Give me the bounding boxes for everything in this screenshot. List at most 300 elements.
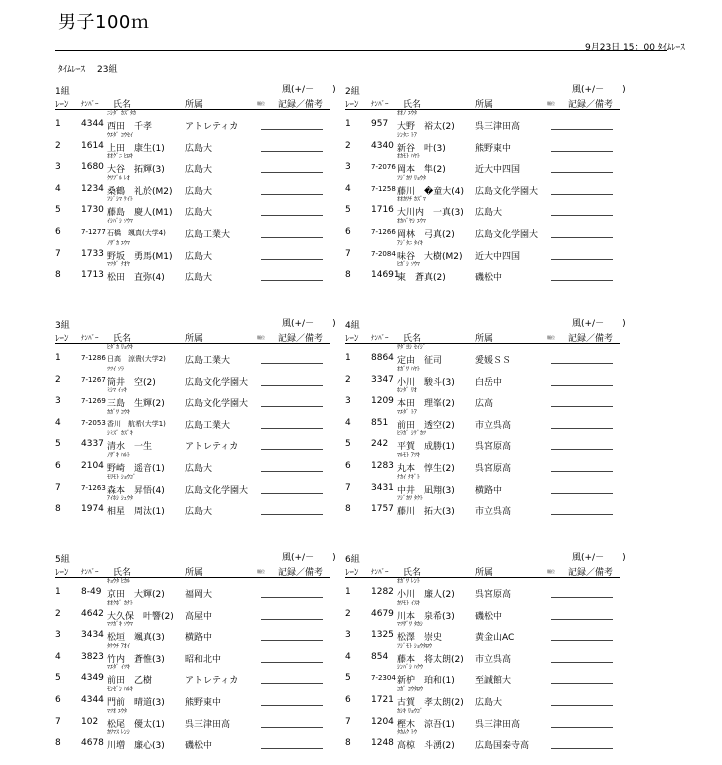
lane-number: 6 <box>55 460 61 471</box>
column-header <box>55 565 330 578</box>
athlete-team: 市立呉高 <box>475 654 512 665</box>
lane-number: 8 <box>55 504 61 515</box>
athlete-name: 新枦 珀和(1) <box>397 676 455 687</box>
record-blank-line <box>261 428 323 429</box>
athlete-name: 松田 直弥(4) <box>107 273 165 284</box>
athlete-name: 大野 裕太(2) <box>397 122 455 132</box>
athlete-team: 愛媛ＳＳ <box>475 356 512 366</box>
record-blank-line <box>551 727 613 728</box>
record-blank-line <box>261 640 323 641</box>
athlete-kana: ｵｶﾞﾜ ﾚﾝﾄ <box>397 578 420 585</box>
table-row <box>55 261 330 283</box>
record-blank-line <box>261 493 323 494</box>
lane-number: 2 <box>345 374 351 385</box>
record-blank-line <box>261 683 323 684</box>
athlete-name: 藤島 慶人(M1) <box>107 208 173 219</box>
col-name: 氏名 <box>113 568 132 578</box>
col-order: 順位 <box>547 569 555 574</box>
col-team: 所属 <box>185 568 204 578</box>
col-record: 記録／備考 <box>278 100 324 110</box>
table-row <box>345 344 620 366</box>
lane-number: 5 <box>55 205 61 216</box>
athlete-name: 藤川 拓大(3) <box>397 507 455 518</box>
athlete-team: 広島大 <box>185 507 213 518</box>
heat-rows <box>345 578 620 751</box>
athlete-name: 松尾 優太(1) <box>107 719 165 730</box>
athlete-name: 西田 千孝 <box>107 122 153 132</box>
heat-title: 2組 <box>345 87 360 97</box>
wind-label: 風(+/－ ) <box>282 319 336 329</box>
athlete-team: 近大中四国 <box>475 251 521 262</box>
col-team: 所属 <box>475 100 494 110</box>
athlete-name: 門前 晴道(3) <box>107 697 165 708</box>
athlete-name: 大久保 叶響(2) <box>107 611 174 622</box>
col-name: 氏名 <box>113 100 132 110</box>
heat-block <box>55 550 336 752</box>
athlete-kana: ｲｼﾊﾞｼ ｿｳﾏ <box>107 217 133 225</box>
table-row <box>55 366 330 388</box>
athlete-kana: ﾂﾂｲ ｿﾗ <box>107 365 124 373</box>
record-blank-line <box>551 493 613 494</box>
bib-number: 8-49 <box>81 587 102 597</box>
athlete-team: 広島工業大 <box>185 229 231 240</box>
athlete-name: 高椋 斗湧(2) <box>397 741 455 752</box>
table-row <box>55 430 330 452</box>
athlete-kana: ﾏｴﾀﾞ ｲﾂｷ <box>107 664 130 672</box>
bib-number: 3431 <box>371 482 394 493</box>
lane-number: 1 <box>345 587 351 597</box>
athlete-kana: ﾏﾂｵ ﾕｳﾀ <box>107 707 127 715</box>
table-row <box>55 708 330 730</box>
athlete-kana: ｵｵｶﾜﾁ ｶｽﾞﾏ <box>397 196 426 204</box>
athlete-kana: ｺｶﾞ ｺｳﾀﾛｳ <box>397 685 423 693</box>
column-header <box>55 331 330 344</box>
record-blank-line <box>551 597 613 598</box>
athlete-kana: ﾌｼﾞｼﾏ ｹｲﾄ <box>107 196 133 204</box>
col-name: 氏名 <box>403 568 422 578</box>
athlete-team: 昭和北中 <box>185 654 222 665</box>
table-row <box>345 261 620 283</box>
heat-title: 5組 <box>55 555 70 565</box>
athlete-name: 三島 生輝(2) <box>107 399 165 410</box>
table-row <box>345 366 620 388</box>
athlete-kana: ﾋﾀﾞｶ ﾘｮｳｷ <box>107 344 133 351</box>
athlete-name: 清水 一生 <box>107 442 153 453</box>
record-blank-line <box>551 471 613 472</box>
athlete-name: 新谷 叶(3) <box>397 143 446 154</box>
athlete-kana: ｵｵｸﾞﾆ ﾋﾛｷ <box>107 153 133 161</box>
athlete-team: 広島文化学園大 <box>185 399 249 410</box>
table-row <box>345 643 620 665</box>
lane-number: 6 <box>55 226 61 237</box>
lane-number: 4 <box>345 183 351 194</box>
col-lane: ﾚｰﾝ <box>55 100 69 110</box>
athlete-name: 香川 航希(大学1) <box>107 419 166 428</box>
table-row <box>345 578 620 600</box>
lane-number: 1 <box>55 353 61 363</box>
athlete-name: 小川 廉人(2) <box>397 590 455 600</box>
lane-number: 3 <box>345 396 351 407</box>
table-row <box>345 495 620 517</box>
lane-number: 3 <box>55 630 61 641</box>
heat-block <box>55 316 336 518</box>
lane-number: 7 <box>55 248 61 259</box>
athlete-kana: ﾏｴﾀﾞ ﾄｱ <box>397 408 417 416</box>
lane-number: 2 <box>345 608 351 619</box>
col-number: ﾅﾝﾊﾞｰ <box>371 568 389 576</box>
col-record: 記録／備考 <box>278 568 324 578</box>
wind-label: 風(+/－ ) <box>572 553 626 563</box>
table-row <box>55 218 330 240</box>
record-blank-line <box>551 280 613 281</box>
bib-number: 1282 <box>371 587 394 597</box>
record-blank-line <box>551 151 613 152</box>
col-team: 所属 <box>475 334 494 344</box>
athlete-kana: ｳｴﾀﾞ ｺｳｾｲ <box>107 131 133 139</box>
athlete-team: 呉三津田高 <box>185 719 231 730</box>
table-row <box>55 409 330 431</box>
athlete-name: 上田 康生(1) <box>107 143 165 154</box>
athlete-team: 広島文化学園大 <box>475 229 539 240</box>
heat-title: 6組 <box>345 555 360 565</box>
bib-number: 2104 <box>81 460 104 471</box>
athlete-name: 丸本 惇生(2) <box>397 463 455 474</box>
athlete-name: 藤本 将太朗(2) <box>397 654 464 665</box>
bib-number: 7-2304 <box>371 674 396 683</box>
lane-number: 5 <box>55 439 61 450</box>
heat-header <box>345 550 626 565</box>
athlete-kana: ｻﾀﾞﾖｼ ｾｲｼﾞ <box>397 344 426 351</box>
table-row <box>345 218 620 240</box>
athlete-kana: ｸﾜﾌﾞﾙ ﾚｵ <box>107 174 130 182</box>
record-blank-line <box>261 259 323 260</box>
lane-number: 1 <box>55 119 61 129</box>
table-row <box>345 686 620 708</box>
bib-number: 7-1266 <box>371 227 396 236</box>
record-blank-line <box>551 259 613 260</box>
lane-number: 5 <box>55 673 61 684</box>
header-divider <box>55 50 667 51</box>
bib-number: 4337 <box>81 439 104 450</box>
athlete-team: 広島大 <box>185 273 213 284</box>
athlete-name: 野崎 遥音(1) <box>107 463 165 474</box>
record-blank-line <box>261 705 323 706</box>
athlete-name: 大川内 一真(3) <box>397 208 464 219</box>
bib-number: 4344 <box>81 694 104 705</box>
heat-block <box>345 316 626 518</box>
record-blank-line <box>551 385 613 386</box>
col-lane: ﾚｰﾝ <box>345 334 359 344</box>
table-row <box>345 600 620 622</box>
athlete-team: 広島工業大 <box>185 356 231 366</box>
col-number: ﾅﾝﾊﾞｰ <box>371 334 389 342</box>
record-blank-line <box>261 172 323 173</box>
athlete-team: 横路中 <box>475 485 503 496</box>
athlete-kana: ﾌｼﾞｶﾜ ﾘｮｳﾀ <box>397 174 426 182</box>
date-time-header: 9月23日 15：00 ﾀｲﾑﾚｰｽ <box>585 43 685 53</box>
column-header <box>345 97 620 110</box>
record-blank-line <box>261 215 323 216</box>
record-blank-line <box>551 406 613 407</box>
athlete-name: 相星 周汰(1) <box>107 507 165 518</box>
table-row <box>55 110 330 132</box>
record-blank-line <box>261 748 323 749</box>
heat-count: 23組 <box>97 65 118 75</box>
athlete-team: アトレティカ <box>185 442 239 453</box>
athlete-name: 日高 涼貴(大学2) <box>107 355 166 363</box>
table-row <box>55 196 330 218</box>
record-blank-line <box>261 514 323 515</box>
bib-number: 1757 <box>371 504 394 515</box>
lane-number: 3 <box>345 630 351 641</box>
athlete-team: 呉宮原高 <box>475 463 512 474</box>
bib-number: 4349 <box>81 673 104 684</box>
lane-number: 4 <box>55 417 61 428</box>
athlete-team: 白岳中 <box>475 377 503 388</box>
bib-number: 7-2084 <box>371 249 396 258</box>
bib-number: 7-2053 <box>81 418 106 427</box>
lane-number: 8 <box>55 270 61 281</box>
athlete-kana: ｼﾝﾊﾞｼ ﾊｸｳ <box>397 664 423 672</box>
lane-number: 3 <box>55 162 61 173</box>
bib-number: 1974 <box>81 504 104 515</box>
record-blank-line <box>551 662 613 663</box>
athlete-team: 広島大 <box>475 208 503 219</box>
table-row <box>55 132 330 154</box>
athlete-kana: ｼﾐｽﾞ ｶｽﾞｷ <box>107 430 133 438</box>
table-row <box>345 132 620 154</box>
heat-rows <box>345 110 620 283</box>
heat-rows <box>55 344 330 517</box>
athlete-kana: ｶｼｷ ﾘｮｳｺﾞ <box>397 707 423 715</box>
table-row <box>345 664 620 686</box>
record-blank-line <box>261 363 323 364</box>
record-blank-line <box>261 385 323 386</box>
athlete-team: 広島大 <box>185 165 213 176</box>
table-row <box>55 643 330 665</box>
athlete-kana: ｵｶﾓﾄ ﾊﾔﾄ <box>397 153 420 161</box>
athlete-team: 市立呉高 <box>475 420 512 431</box>
lane-number: 5 <box>345 673 351 684</box>
athlete-team: 高屋中 <box>185 611 213 622</box>
athlete-name: 川本 泉希(3) <box>397 611 455 622</box>
athlete-name: 松澤 崇史 <box>397 633 443 644</box>
lane-number: 2 <box>345 140 351 151</box>
bib-number: 1234 <box>81 183 104 194</box>
record-blank-line <box>261 662 323 663</box>
athlete-team: 広島大 <box>185 208 213 219</box>
lane-number: 7 <box>345 482 351 493</box>
athlete-team: 呉宮原高 <box>475 442 512 453</box>
athlete-kana: ﾅｶｲ ﾅｷﾞﾄ <box>397 473 420 481</box>
athlete-team: 広島大 <box>185 463 213 474</box>
wind-label: 風(+/－ ) <box>282 85 336 95</box>
race-type-line <box>58 62 117 75</box>
col-team: 所属 <box>185 334 204 344</box>
lane-number: 7 <box>345 248 351 259</box>
athlete-name: 川増 廉心(3) <box>107 741 165 752</box>
athlete-team: 磯松中 <box>475 611 503 622</box>
athlete-kana: ｶﾜﾏｽ ﾚﾝｼ <box>107 729 130 737</box>
athlete-team: 熊野東中 <box>185 697 222 708</box>
athlete-kana: ﾏﾂﾀﾞ ﾅｵﾔ <box>107 261 130 269</box>
record-blank-line <box>261 471 323 472</box>
athlete-name: 藤川 �童大(4) <box>397 186 464 197</box>
athlete-name: 京田 大輝(2) <box>107 590 165 600</box>
lane-number: 6 <box>345 226 351 237</box>
bib-number: 4344 <box>81 119 104 129</box>
athlete-kana: ﾀｶﾑｸ ﾄｳ <box>397 729 417 737</box>
athlete-team: 熊野東中 <box>475 143 512 154</box>
athlete-team: 磯松中 <box>475 273 503 284</box>
table-row <box>55 387 330 409</box>
col-record: 記録／備考 <box>568 568 614 578</box>
bib-number: 957 <box>371 119 389 129</box>
record-blank-line <box>261 194 323 195</box>
athlete-team: 広島国泰寺高 <box>475 741 530 752</box>
athlete-kana: ﾉｻﾞｶ ﾕｳﾏ <box>107 239 130 247</box>
record-blank-line <box>551 129 613 130</box>
lane-number: 8 <box>345 504 351 515</box>
table-row <box>345 110 620 132</box>
heat-header <box>345 82 626 97</box>
lane-number: 6 <box>55 694 61 705</box>
table-row <box>345 430 620 452</box>
record-blank-line <box>261 619 323 620</box>
record-blank-line <box>261 597 323 598</box>
wind-label: 風(+/－ ) <box>282 553 336 563</box>
heat-block <box>345 550 626 752</box>
bib-number: 1713 <box>81 270 104 281</box>
bib-number: 1283 <box>371 460 394 471</box>
lane-number: 2 <box>55 608 61 619</box>
heat-block <box>55 82 336 284</box>
athlete-kana: ﾐｼﾏ ｲｯｷ <box>107 387 127 395</box>
bib-number: 1248 <box>371 738 394 749</box>
athlete-kana: ﾋﾗｶﾞ ｼｹﾞｶﾂ <box>397 430 426 438</box>
col-lane: ﾚｰﾝ <box>55 334 69 344</box>
col-lane: ﾚｰﾝ <box>345 568 359 578</box>
athlete-name: 中井 凪翔(3) <box>397 485 455 496</box>
athlete-name: 松垣 颯真(3) <box>107 633 165 644</box>
table-row <box>55 344 330 366</box>
table-row <box>345 452 620 474</box>
athlete-kana: ｱｼﾞﾀﾆ ﾀｲｷ <box>397 239 423 247</box>
athlete-name: 前田 乙樹 <box>107 676 153 687</box>
col-lane: ﾚｰﾝ <box>345 100 359 110</box>
athlete-kana: ﾌｼﾞｶﾜ ﾀｸﾄ <box>397 495 423 503</box>
athlete-team: 広島文化学園大 <box>185 377 249 388</box>
record-blank-line <box>261 727 323 728</box>
athlete-kana: ｶﾜﾓﾄ ｲｽｷ <box>397 599 420 607</box>
athlete-kana: ﾏﾙﾓﾄ ｱﾂｷ <box>397 451 420 459</box>
lane-number: 6 <box>345 460 351 471</box>
column-header <box>55 97 330 110</box>
athlete-name: 味谷 大樹(M2) <box>397 251 463 262</box>
col-team: 所属 <box>185 100 204 110</box>
athlete-team: 広高 <box>475 399 494 410</box>
athlete-kana: ﾎﾝﾀﾞ ﾘｵ <box>397 387 417 395</box>
athlete-name: 平賀 成勝(1) <box>397 442 455 453</box>
record-blank-line <box>261 237 323 238</box>
heat-rows <box>55 578 330 751</box>
bib-number: 4340 <box>371 140 394 151</box>
athlete-team: 広島文化学園大 <box>475 186 539 197</box>
lane-number: 3 <box>345 162 351 173</box>
athlete-name: 大谷 拓輝(3) <box>107 165 165 176</box>
bib-number: 854 <box>371 651 389 662</box>
bib-number: 7-1263 <box>81 483 106 492</box>
athlete-kana: ﾌｼﾞﾓﾄ ｼｮｳﾀﾛｳ <box>397 642 432 650</box>
wind-label: 風(+/－ ) <box>572 319 626 329</box>
heat-rows <box>345 344 620 517</box>
bib-number: 851 <box>371 417 389 428</box>
col-record: 記録／備考 <box>568 334 614 344</box>
bib-number: 3434 <box>81 630 104 641</box>
athlete-team: 市立呉高 <box>475 507 512 518</box>
athlete-team: アトレティカ <box>185 122 239 132</box>
athlete-kana: ｵｵｸﾎﾞ ｶﾅﾄ <box>107 599 133 607</box>
heat-header <box>55 316 336 331</box>
record-blank-line <box>551 748 613 749</box>
lane-number: 8 <box>55 738 61 749</box>
heat-title: 4組 <box>345 321 360 331</box>
col-order: 順位 <box>257 335 265 340</box>
bib-number: 1204 <box>371 716 394 727</box>
bib-number: 1721 <box>371 694 394 705</box>
bib-number: 7-1258 <box>371 184 396 193</box>
column-header <box>345 331 620 344</box>
athlete-name: 樫木 涼吾(1) <box>397 719 455 730</box>
lane-number: 7 <box>55 482 61 493</box>
athlete-kana: ｼﾝﾀﾆ ﾄｱ <box>397 131 417 139</box>
heat-header <box>345 316 626 331</box>
lane-number: 8 <box>345 270 351 281</box>
race-type-label: ﾀｲﾑﾚｰｽ <box>58 65 86 75</box>
lane-number: 4 <box>55 651 61 662</box>
record-blank-line <box>551 237 613 238</box>
wind-label: 風(+/－ ) <box>572 85 626 95</box>
col-team: 所属 <box>475 568 494 578</box>
lane-number: 7 <box>55 716 61 727</box>
record-blank-line <box>551 683 613 684</box>
table-row <box>55 600 330 622</box>
athlete-kana: ﾓﾝｾﾞﾝ ﾊﾙｷ <box>107 685 133 693</box>
lane-number: 4 <box>345 417 351 428</box>
bib-number: 14691 <box>371 270 400 281</box>
bib-number: 4679 <box>371 608 394 619</box>
athlete-team: 福岡大 <box>185 590 213 600</box>
table-row <box>55 664 330 686</box>
athlete-kana: ｵｶﾞﾜ ﾊﾔﾄ <box>397 365 420 373</box>
col-name: 氏名 <box>403 100 422 110</box>
bib-number: 7-1277 <box>81 227 106 236</box>
athlete-team: 近大中四国 <box>475 165 521 176</box>
record-blank-line <box>551 449 613 450</box>
col-order: 順位 <box>257 569 265 574</box>
lane-number: 6 <box>345 694 351 705</box>
record-blank-line <box>261 406 323 407</box>
record-blank-line <box>551 215 613 216</box>
col-order: 順位 <box>547 101 555 106</box>
table-row <box>345 175 620 197</box>
lane-number: 3 <box>55 396 61 407</box>
record-blank-line <box>551 172 613 173</box>
bib-number: 242 <box>371 439 389 450</box>
lane-number: 8 <box>345 738 351 749</box>
table-row <box>345 708 620 730</box>
athlete-name: 本田 理峯(2) <box>397 399 455 410</box>
